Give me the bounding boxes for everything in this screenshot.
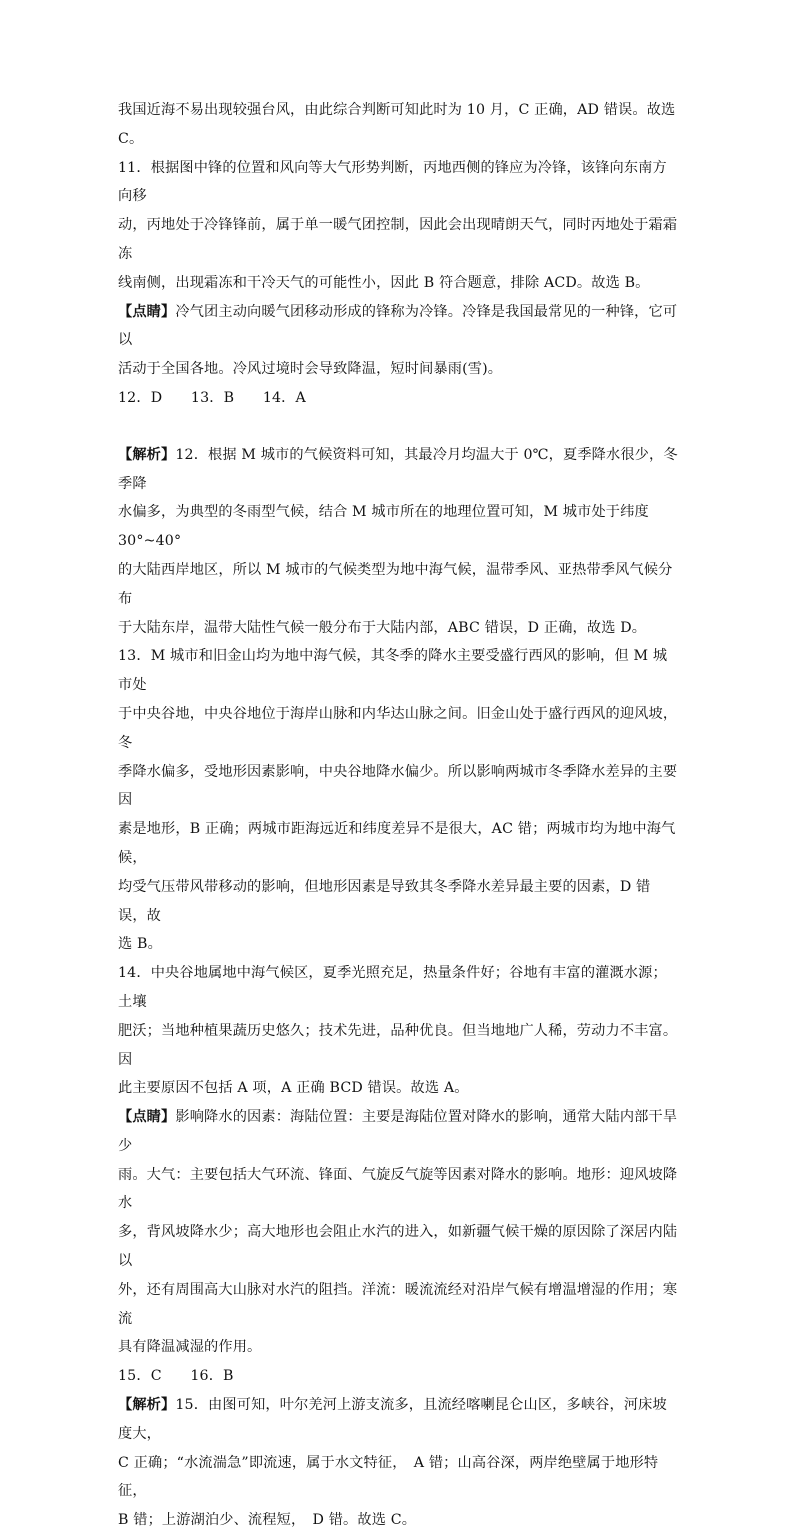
line-text: 素是地形，B 正确；两城市距海远近和纬度差异不是很大，AC 错；两城市均为地中海气候， [118, 821, 676, 866]
line-text: 12．D 13．B 14．A [118, 389, 306, 406]
line-text: 15．C 16．B [118, 1368, 234, 1385]
text-line [118, 700, 678, 758]
section-tag: 【解析】 [118, 1397, 176, 1414]
line-text: 12．根据 M 城市的气候资料可知，其最冷月均温大于 0℃，夏季降水很少，冬季降 [118, 446, 678, 492]
text-line [118, 355, 678, 384]
text-line [118, 815, 678, 873]
document-body [118, 96, 678, 1535]
line-text: 外，还有周围高大山脉对水汽的阻挡。洋流：暖流流经对沿岸气候有增温增湿的作用；寒流 [118, 1281, 678, 1327]
text-line [118, 642, 678, 700]
line-text: 具有降温减湿的作用。 [118, 1339, 262, 1356]
text-line [118, 498, 678, 556]
answer-paragraph [118, 154, 678, 298]
line-text: 水偏多，为典型的冬雨型气候，结合 M 城市所在的地理位置可知，M 城市处于纬度 30°~40° [118, 504, 649, 550]
text-line [118, 1218, 678, 1276]
text-line [118, 1506, 678, 1535]
text-line [118, 614, 678, 643]
text-line [118, 1074, 678, 1103]
text-line [118, 1333, 678, 1362]
section-tag: 【点睛】 [118, 1109, 176, 1126]
text-line [118, 298, 678, 356]
text-line [118, 1391, 678, 1449]
line-text: 多，背风坡降水少；高大地形也会阻止水汽的进入，如新疆气候干燥的原因除了深居内陆以 [118, 1224, 678, 1270]
line-text: 动，丙地处于冷锋锋前，属于单一暖气团控制，因此会出现晴朗天气，同时丙地处于霜霜冻 [118, 217, 678, 262]
line-text: 雨。大气：主要包括大气环流、锋面、气旋反气旋等因素对降水的影响。地形：迎风坡降水 [118, 1166, 678, 1212]
line-text: 此主要原因不包括 A 项，A 正确 BCD 错误。故选 A。 [118, 1080, 469, 1097]
line-text: C 正确；“水流湍急”即流速，属于水文特征， A 错；山高谷深，两岸绝壁属于地形特征， [118, 1454, 659, 1500]
text-line [118, 1103, 678, 1161]
text-line [118, 1161, 678, 1219]
line-text: 线南侧，出现霜冻和干冷天气的可能性小，因此 B 符合题意，排除 ACD。故选 B。 [118, 274, 650, 291]
answer-paragraph [118, 1391, 678, 1535]
text-line [118, 930, 678, 959]
section-tag: 【解析】 [118, 446, 176, 463]
text-line [118, 758, 678, 816]
line-text: 15．由图可知，叶尔羌河上游支流多，且流经喀喇昆仑山区，多峡谷，河床坡度大， [118, 1397, 667, 1442]
line-text: 影响降水的因素：海陆位置：主要是海陆位置对降水的影响，通常大陆内部干旱少 [118, 1109, 678, 1154]
answer-paragraph [118, 642, 678, 959]
text-line [118, 1362, 678, 1391]
line-text: 于大陆东岸，温带大陆性气候一般分布于大陆内部，ABC 错误，D 正确，故选 D。 [118, 619, 647, 636]
line-text: 季降水偏多，受地形因素影响，中央谷地降水偏少。所以影响两城市冬季降水差异的主要因 [118, 763, 678, 809]
answer-paragraph [118, 298, 678, 384]
line-text: 于中央谷地，中央谷地位于海岸山脉和内华达山脉之间。旧金山处于盛行西风的迎风坡，冬 [118, 705, 678, 751]
line-text: 11．根据图中锋的位置和风向等大气形势判断，丙地西侧的锋应为冷锋，该锋向东南方向移 [118, 159, 667, 205]
line-text: 14．中央谷地属地中海气候区，夏季光照充足，热量条件好；谷地有丰富的灌溉水源；土壤 [118, 965, 667, 1010]
line-text: 均受气压带风带移动的影响，但地形因素是导致其冬季降水差异最主要的因素，D 错误，故 [118, 878, 651, 924]
line-text: 13．M 城市和旧金山均为地中海气候，其冬季的降水主要受盛行西风的影响，但 M 城市处 [118, 648, 668, 694]
text-line [118, 154, 678, 212]
line-text: 我国近海不易出现较强台风，由此综合判断可知此时为 10 月，C 正确，AD 错误。故选 C。 [118, 102, 676, 147]
text-line [118, 96, 678, 154]
line-text: B 错；上游湖泊少、流程短， D 错。故选 C。 [118, 1512, 417, 1529]
text-line [118, 959, 678, 1017]
text-line [118, 1017, 678, 1075]
answer-paragraph [118, 959, 678, 1103]
text-line [118, 269, 678, 298]
answer-paragraph [118, 1362, 678, 1391]
text-line [118, 873, 678, 931]
text-line [118, 1276, 678, 1334]
answer-paragraph [118, 96, 678, 154]
line-text: 选 B。 [118, 936, 162, 953]
line-text: 冷气团主动向暖气团移动形成的锋称为冷锋。冷锋是我国最常见的一种锋，它可以 [118, 303, 678, 349]
answer-paragraph [118, 441, 678, 643]
line-text: 的大陆西岸地区，所以 M 城市的气候类型为地中海气候，温带季风、亚热带季风气候分布 [118, 561, 673, 607]
section-tag: 【点睛】 [118, 303, 176, 320]
line-text: 活动于全国各地。冷风过境时会导致降温，短时间暴雨(雪)。 [118, 361, 503, 378]
text-line [118, 384, 678, 413]
text-line [118, 556, 678, 614]
text-line [118, 1449, 678, 1507]
text-line [118, 211, 678, 269]
answer-paragraph [118, 384, 678, 413]
text-line [118, 441, 678, 499]
line-text: 肥沃；当地种植果蔬历史悠久；技术先进，品种优良。但当地地广人稀，劳动力不丰富。因 [118, 1022, 678, 1068]
answer-paragraph [118, 1103, 678, 1362]
